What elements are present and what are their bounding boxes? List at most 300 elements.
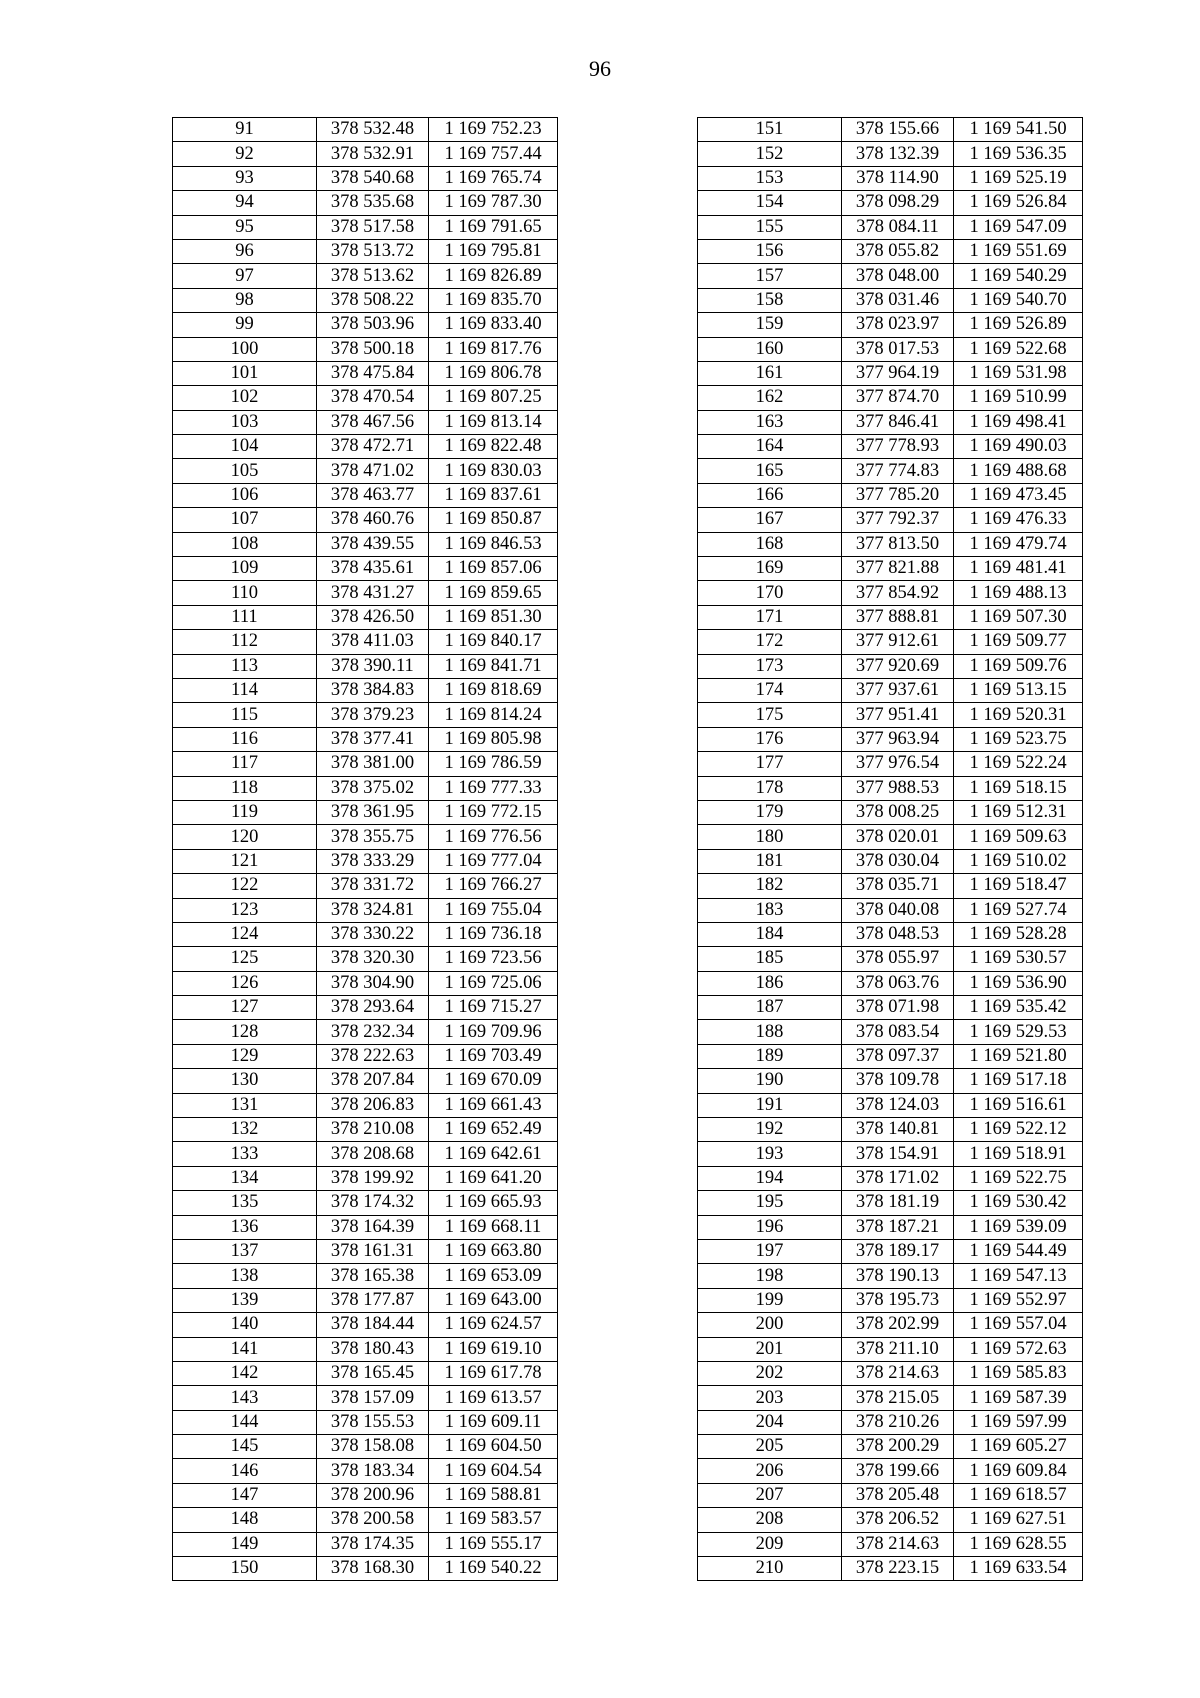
coordinates-table-body — [698, 118, 1083, 1581]
point-number-cell: 126 — [173, 971, 317, 995]
table-row — [173, 678, 558, 702]
point-number-cell: 121 — [173, 849, 317, 873]
x-coordinate-cell: 378 324.81 — [317, 898, 429, 922]
x-coordinate-cell: 378 158.08 — [317, 1435, 429, 1459]
y-coordinate-cell: 1 169 498.41 — [954, 410, 1083, 434]
x-coordinate-cell: 378 048.00 — [842, 264, 954, 288]
y-coordinate-cell: 1 169 840.17 — [429, 630, 558, 654]
y-coordinate-cell: 1 169 787.30 — [429, 191, 558, 215]
table-row — [698, 1557, 1083, 1581]
y-coordinate-cell: 1 169 510.99 — [954, 386, 1083, 410]
point-number-cell: 154 — [698, 191, 842, 215]
y-coordinate-cell: 1 169 605.27 — [954, 1435, 1083, 1459]
table-row — [173, 1093, 558, 1117]
point-number-cell: 139 — [173, 1288, 317, 1312]
x-coordinate-cell: 378 200.58 — [317, 1508, 429, 1532]
point-number-cell: 189 — [698, 1044, 842, 1068]
y-coordinate-cell: 1 169 817.76 — [429, 337, 558, 361]
y-coordinate-cell: 1 169 535.42 — [954, 996, 1083, 1020]
point-number-cell: 192 — [698, 1118, 842, 1142]
x-coordinate-cell: 378 435.61 — [317, 557, 429, 581]
table-row — [173, 727, 558, 751]
y-coordinate-cell: 1 169 786.59 — [429, 752, 558, 776]
point-number-cell: 117 — [173, 752, 317, 776]
y-coordinate-cell: 1 169 668.11 — [429, 1215, 558, 1239]
x-coordinate-cell: 378 384.83 — [317, 678, 429, 702]
point-number-cell: 101 — [173, 361, 317, 385]
point-number-cell: 115 — [173, 703, 317, 727]
x-coordinate-cell: 378 333.29 — [317, 849, 429, 873]
point-number-cell: 116 — [173, 727, 317, 751]
x-coordinate-cell: 377 951.41 — [842, 703, 954, 727]
y-coordinate-cell: 1 169 723.56 — [429, 947, 558, 971]
x-coordinate-cell: 378 439.55 — [317, 532, 429, 556]
table-row — [698, 605, 1083, 629]
y-coordinate-cell: 1 169 818.69 — [429, 678, 558, 702]
x-coordinate-cell: 378 124.03 — [842, 1093, 954, 1117]
table-row — [698, 532, 1083, 556]
y-coordinate-cell: 1 169 507.30 — [954, 605, 1083, 629]
point-number-cell: 203 — [698, 1386, 842, 1410]
y-coordinate-cell: 1 169 585.83 — [954, 1361, 1083, 1385]
y-coordinate-cell: 1 169 641.20 — [429, 1166, 558, 1190]
point-number-cell: 199 — [698, 1288, 842, 1312]
y-coordinate-cell: 1 169 539.09 — [954, 1215, 1083, 1239]
x-coordinate-cell: 378 540.68 — [317, 166, 429, 190]
table-row — [698, 996, 1083, 1020]
point-number-cell: 95 — [173, 215, 317, 239]
coordinates-table-right — [697, 117, 1083, 1581]
point-number-cell: 159 — [698, 313, 842, 337]
table-row — [698, 215, 1083, 239]
point-number-cell: 113 — [173, 654, 317, 678]
x-coordinate-cell: 378 361.95 — [317, 800, 429, 824]
y-coordinate-cell: 1 169 663.80 — [429, 1239, 558, 1263]
y-coordinate-cell: 1 169 518.15 — [954, 776, 1083, 800]
table-row — [173, 1508, 558, 1532]
x-coordinate-cell: 378 071.98 — [842, 996, 954, 1020]
x-coordinate-cell: 377 988.53 — [842, 776, 954, 800]
point-number-cell: 207 — [698, 1483, 842, 1507]
x-coordinate-cell: 378 472.71 — [317, 435, 429, 459]
table-row — [173, 922, 558, 946]
x-coordinate-cell: 378 206.52 — [842, 1508, 954, 1532]
x-coordinate-cell: 378 211.10 — [842, 1337, 954, 1361]
y-coordinate-cell: 1 169 846.53 — [429, 532, 558, 556]
point-number-cell: 202 — [698, 1361, 842, 1385]
point-number-cell: 94 — [173, 191, 317, 215]
x-coordinate-cell: 378 375.02 — [317, 776, 429, 800]
point-number-cell: 132 — [173, 1118, 317, 1142]
y-coordinate-cell: 1 169 481.41 — [954, 557, 1083, 581]
table-row — [173, 1313, 558, 1337]
x-coordinate-cell: 378 048.53 — [842, 922, 954, 946]
y-coordinate-cell: 1 169 479.74 — [954, 532, 1083, 556]
table-row — [173, 557, 558, 581]
x-coordinate-cell: 378 055.97 — [842, 947, 954, 971]
y-coordinate-cell: 1 169 609.84 — [954, 1459, 1083, 1483]
x-coordinate-cell: 378 164.39 — [317, 1215, 429, 1239]
point-number-cell: 163 — [698, 410, 842, 434]
y-coordinate-cell: 1 169 526.89 — [954, 313, 1083, 337]
point-number-cell: 124 — [173, 922, 317, 946]
point-number-cell: 147 — [173, 1483, 317, 1507]
point-number-cell: 129 — [173, 1044, 317, 1068]
y-coordinate-cell: 1 169 518.47 — [954, 874, 1083, 898]
x-coordinate-cell: 378 187.21 — [842, 1215, 954, 1239]
x-coordinate-cell: 378 210.26 — [842, 1410, 954, 1434]
point-number-cell: 120 — [173, 825, 317, 849]
table-row — [173, 191, 558, 215]
table-row — [173, 1361, 558, 1385]
table-row — [173, 874, 558, 898]
table-row — [698, 1508, 1083, 1532]
point-number-cell: 193 — [698, 1142, 842, 1166]
x-coordinate-cell: 378 171.02 — [842, 1166, 954, 1190]
point-number-cell: 143 — [173, 1386, 317, 1410]
point-number-cell: 173 — [698, 654, 842, 678]
y-coordinate-cell: 1 169 526.84 — [954, 191, 1083, 215]
table-row — [698, 1410, 1083, 1434]
point-number-cell: 149 — [173, 1532, 317, 1556]
x-coordinate-cell: 378 174.32 — [317, 1191, 429, 1215]
point-number-cell: 138 — [173, 1264, 317, 1288]
point-number-cell: 151 — [698, 118, 842, 142]
point-number-cell: 188 — [698, 1020, 842, 1044]
point-number-cell: 210 — [698, 1557, 842, 1581]
table-row — [173, 1044, 558, 1068]
x-coordinate-cell: 378 023.97 — [842, 313, 954, 337]
y-coordinate-cell: 1 169 777.04 — [429, 849, 558, 873]
point-number-cell: 182 — [698, 874, 842, 898]
y-coordinate-cell: 1 169 529.53 — [954, 1020, 1083, 1044]
point-number-cell: 100 — [173, 337, 317, 361]
point-number-cell: 205 — [698, 1435, 842, 1459]
x-coordinate-cell: 378 431.27 — [317, 581, 429, 605]
point-number-cell: 206 — [698, 1459, 842, 1483]
point-number-cell: 109 — [173, 557, 317, 581]
y-coordinate-cell: 1 169 609.11 — [429, 1410, 558, 1434]
point-number-cell: 145 — [173, 1435, 317, 1459]
x-coordinate-cell: 378 206.83 — [317, 1093, 429, 1117]
table-row — [173, 386, 558, 410]
x-coordinate-cell: 378 535.68 — [317, 191, 429, 215]
table-row — [173, 1239, 558, 1263]
x-coordinate-cell: 378 222.63 — [317, 1044, 429, 1068]
y-coordinate-cell: 1 169 552.97 — [954, 1288, 1083, 1312]
x-coordinate-cell: 378 031.46 — [842, 288, 954, 312]
point-number-cell: 167 — [698, 508, 842, 532]
table-row — [698, 239, 1083, 263]
point-number-cell: 108 — [173, 532, 317, 556]
page-number: 96 — [589, 56, 611, 81]
coordinates-table-body — [173, 118, 558, 1581]
table-row — [698, 971, 1083, 995]
y-coordinate-cell: 1 169 665.93 — [429, 1191, 558, 1215]
point-number-cell: 162 — [698, 386, 842, 410]
x-coordinate-cell: 378 508.22 — [317, 288, 429, 312]
table-row — [173, 288, 558, 312]
x-coordinate-cell: 378 181.19 — [842, 1191, 954, 1215]
table-row — [698, 1044, 1083, 1068]
y-coordinate-cell: 1 169 826.89 — [429, 264, 558, 288]
table-row — [173, 264, 558, 288]
point-number-cell: 184 — [698, 922, 842, 946]
table-row — [173, 435, 558, 459]
table-row — [173, 1264, 558, 1288]
y-coordinate-cell: 1 169 752.23 — [429, 118, 558, 142]
table-row — [698, 1215, 1083, 1239]
x-coordinate-cell: 378 114.90 — [842, 166, 954, 190]
table-row — [173, 1337, 558, 1361]
point-number-cell: 141 — [173, 1337, 317, 1361]
table-row — [173, 1118, 558, 1142]
point-number-cell: 200 — [698, 1313, 842, 1337]
point-number-cell: 131 — [173, 1093, 317, 1117]
point-number-cell: 153 — [698, 166, 842, 190]
table-row — [698, 410, 1083, 434]
x-coordinate-cell: 378 174.35 — [317, 1532, 429, 1556]
y-coordinate-cell: 1 169 653.09 — [429, 1264, 558, 1288]
point-number-cell: 183 — [698, 898, 842, 922]
y-coordinate-cell: 1 169 830.03 — [429, 459, 558, 483]
y-coordinate-cell: 1 169 528.28 — [954, 922, 1083, 946]
y-coordinate-cell: 1 169 509.77 — [954, 630, 1083, 654]
table-row — [173, 1142, 558, 1166]
x-coordinate-cell: 378 190.13 — [842, 1264, 954, 1288]
x-coordinate-cell: 378 500.18 — [317, 337, 429, 361]
point-number-cell: 111 — [173, 605, 317, 629]
y-coordinate-cell: 1 169 547.09 — [954, 215, 1083, 239]
point-number-cell: 160 — [698, 337, 842, 361]
table-row — [173, 800, 558, 824]
y-coordinate-cell: 1 169 736.18 — [429, 922, 558, 946]
point-number-cell: 96 — [173, 239, 317, 263]
y-coordinate-cell: 1 169 509.63 — [954, 825, 1083, 849]
point-number-cell: 140 — [173, 1313, 317, 1337]
x-coordinate-cell: 378 063.76 — [842, 971, 954, 995]
y-coordinate-cell: 1 169 476.33 — [954, 508, 1083, 532]
x-coordinate-cell: 378 390.11 — [317, 654, 429, 678]
x-coordinate-cell: 378 208.68 — [317, 1142, 429, 1166]
point-number-cell: 177 — [698, 752, 842, 776]
x-coordinate-cell: 378 154.91 — [842, 1142, 954, 1166]
table-row — [698, 337, 1083, 361]
y-coordinate-cell: 1 169 572.63 — [954, 1337, 1083, 1361]
y-coordinate-cell: 1 169 536.35 — [954, 142, 1083, 166]
x-coordinate-cell: 378 008.25 — [842, 800, 954, 824]
point-number-cell: 137 — [173, 1239, 317, 1263]
point-number-cell: 104 — [173, 435, 317, 459]
y-coordinate-cell: 1 169 520.31 — [954, 703, 1083, 727]
point-number-cell: 118 — [173, 776, 317, 800]
x-coordinate-cell: 378 098.29 — [842, 191, 954, 215]
table-row — [698, 1239, 1083, 1263]
point-number-cell: 178 — [698, 776, 842, 800]
point-number-cell: 196 — [698, 1215, 842, 1239]
point-number-cell: 135 — [173, 1191, 317, 1215]
y-coordinate-cell: 1 169 516.61 — [954, 1093, 1083, 1117]
x-coordinate-cell: 378 475.84 — [317, 361, 429, 385]
table-row — [173, 215, 558, 239]
y-coordinate-cell: 1 169 551.69 — [954, 239, 1083, 263]
table-row — [173, 508, 558, 532]
table-row — [698, 630, 1083, 654]
table-row — [173, 1191, 558, 1215]
point-number-cell: 176 — [698, 727, 842, 751]
x-coordinate-cell: 378 155.53 — [317, 1410, 429, 1434]
table-row — [698, 922, 1083, 946]
table-row — [698, 1191, 1083, 1215]
table-row — [698, 581, 1083, 605]
x-coordinate-cell: 378 083.54 — [842, 1020, 954, 1044]
point-number-cell: 142 — [173, 1361, 317, 1385]
y-coordinate-cell: 1 169 619.10 — [429, 1337, 558, 1361]
x-coordinate-cell: 378 020.01 — [842, 825, 954, 849]
y-coordinate-cell: 1 169 522.12 — [954, 1118, 1083, 1142]
table-row — [173, 410, 558, 434]
x-coordinate-cell: 378 109.78 — [842, 1069, 954, 1093]
table-row — [173, 630, 558, 654]
x-coordinate-cell: 378 140.81 — [842, 1118, 954, 1142]
point-number-cell: 208 — [698, 1508, 842, 1532]
y-coordinate-cell: 1 169 527.74 — [954, 898, 1083, 922]
point-number-cell: 93 — [173, 166, 317, 190]
y-coordinate-cell: 1 169 822.48 — [429, 435, 558, 459]
point-number-cell: 112 — [173, 630, 317, 654]
point-number-cell: 123 — [173, 898, 317, 922]
table-row — [698, 947, 1083, 971]
point-number-cell: 110 — [173, 581, 317, 605]
x-coordinate-cell: 378 177.87 — [317, 1288, 429, 1312]
y-coordinate-cell: 1 169 523.75 — [954, 727, 1083, 751]
x-coordinate-cell: 378 463.77 — [317, 483, 429, 507]
y-coordinate-cell: 1 169 765.74 — [429, 166, 558, 190]
table-row — [698, 1435, 1083, 1459]
x-coordinate-cell: 377 976.54 — [842, 752, 954, 776]
y-coordinate-cell: 1 169 512.31 — [954, 800, 1083, 824]
x-coordinate-cell: 378 040.08 — [842, 898, 954, 922]
table-row — [173, 1069, 558, 1093]
point-number-cell: 92 — [173, 142, 317, 166]
x-coordinate-cell: 378 195.73 — [842, 1288, 954, 1312]
x-coordinate-cell: 378 030.04 — [842, 849, 954, 873]
x-coordinate-cell: 378 200.29 — [842, 1435, 954, 1459]
x-coordinate-cell: 378 199.92 — [317, 1166, 429, 1190]
table-row — [698, 508, 1083, 532]
x-coordinate-cell: 377 912.61 — [842, 630, 954, 654]
table-row — [698, 361, 1083, 385]
y-coordinate-cell: 1 169 510.02 — [954, 849, 1083, 873]
point-number-cell: 175 — [698, 703, 842, 727]
table-row — [173, 1435, 558, 1459]
x-coordinate-cell: 378 471.02 — [317, 459, 429, 483]
x-coordinate-cell: 378 189.17 — [842, 1239, 954, 1263]
y-coordinate-cell: 1 169 530.42 — [954, 1191, 1083, 1215]
point-number-cell: 150 — [173, 1557, 317, 1581]
x-coordinate-cell: 378 532.91 — [317, 142, 429, 166]
x-coordinate-cell: 378 293.64 — [317, 996, 429, 1020]
x-coordinate-cell: 378 055.82 — [842, 239, 954, 263]
table-row — [173, 971, 558, 995]
x-coordinate-cell: 378 379.23 — [317, 703, 429, 727]
x-coordinate-cell: 378 304.90 — [317, 971, 429, 995]
x-coordinate-cell: 377 846.41 — [842, 410, 954, 434]
table-row — [698, 849, 1083, 873]
x-coordinate-cell: 377 874.70 — [842, 386, 954, 410]
point-number-cell: 114 — [173, 678, 317, 702]
table-row — [173, 166, 558, 190]
y-coordinate-cell: 1 169 509.76 — [954, 654, 1083, 678]
y-coordinate-cell: 1 169 814.24 — [429, 703, 558, 727]
y-coordinate-cell: 1 169 642.61 — [429, 1142, 558, 1166]
y-coordinate-cell: 1 169 772.15 — [429, 800, 558, 824]
x-coordinate-cell: 378 532.48 — [317, 118, 429, 142]
table-row — [698, 118, 1083, 142]
table-row — [698, 1288, 1083, 1312]
point-number-cell: 130 — [173, 1069, 317, 1093]
x-coordinate-cell: 378 183.34 — [317, 1459, 429, 1483]
table-row — [698, 678, 1083, 702]
y-coordinate-cell: 1 169 791.65 — [429, 215, 558, 239]
y-coordinate-cell: 1 169 777.33 — [429, 776, 558, 800]
table-row — [698, 1142, 1083, 1166]
point-number-cell: 102 — [173, 386, 317, 410]
table-row — [698, 703, 1083, 727]
table-row — [173, 654, 558, 678]
table-row — [698, 191, 1083, 215]
x-coordinate-cell: 377 792.37 — [842, 508, 954, 532]
y-coordinate-cell: 1 169 633.54 — [954, 1557, 1083, 1581]
x-coordinate-cell: 378 168.30 — [317, 1557, 429, 1581]
point-number-cell: 125 — [173, 947, 317, 971]
x-coordinate-cell: 378 411.03 — [317, 630, 429, 654]
x-coordinate-cell: 377 963.94 — [842, 727, 954, 751]
x-coordinate-cell: 378 503.96 — [317, 313, 429, 337]
y-coordinate-cell: 1 169 841.71 — [429, 654, 558, 678]
table-row — [698, 557, 1083, 581]
table-row — [698, 483, 1083, 507]
y-coordinate-cell: 1 169 597.99 — [954, 1410, 1083, 1434]
point-number-cell: 99 — [173, 313, 317, 337]
point-number-cell: 186 — [698, 971, 842, 995]
y-coordinate-cell: 1 169 643.00 — [429, 1288, 558, 1312]
y-coordinate-cell: 1 169 661.43 — [429, 1093, 558, 1117]
x-coordinate-cell: 378 223.15 — [842, 1557, 954, 1581]
point-number-cell: 191 — [698, 1093, 842, 1117]
y-coordinate-cell: 1 169 851.30 — [429, 605, 558, 629]
point-number-cell: 98 — [173, 288, 317, 312]
x-coordinate-cell: 377 778.93 — [842, 435, 954, 459]
y-coordinate-cell: 1 169 628.55 — [954, 1532, 1083, 1556]
table-row — [698, 459, 1083, 483]
y-coordinate-cell: 1 169 805.98 — [429, 727, 558, 751]
table-row — [173, 483, 558, 507]
x-coordinate-cell: 378 470.54 — [317, 386, 429, 410]
y-coordinate-cell: 1 169 541.50 — [954, 118, 1083, 142]
y-coordinate-cell: 1 169 547.13 — [954, 1264, 1083, 1288]
coordinates-table-left — [172, 117, 558, 1581]
point-number-cell: 146 — [173, 1459, 317, 1483]
point-number-cell: 172 — [698, 630, 842, 654]
table-row — [173, 605, 558, 629]
point-number-cell: 171 — [698, 605, 842, 629]
x-coordinate-cell: 378 180.43 — [317, 1337, 429, 1361]
table-row — [698, 874, 1083, 898]
x-coordinate-cell: 378 460.76 — [317, 508, 429, 532]
point-number-cell: 122 — [173, 874, 317, 898]
x-coordinate-cell: 378 215.05 — [842, 1386, 954, 1410]
